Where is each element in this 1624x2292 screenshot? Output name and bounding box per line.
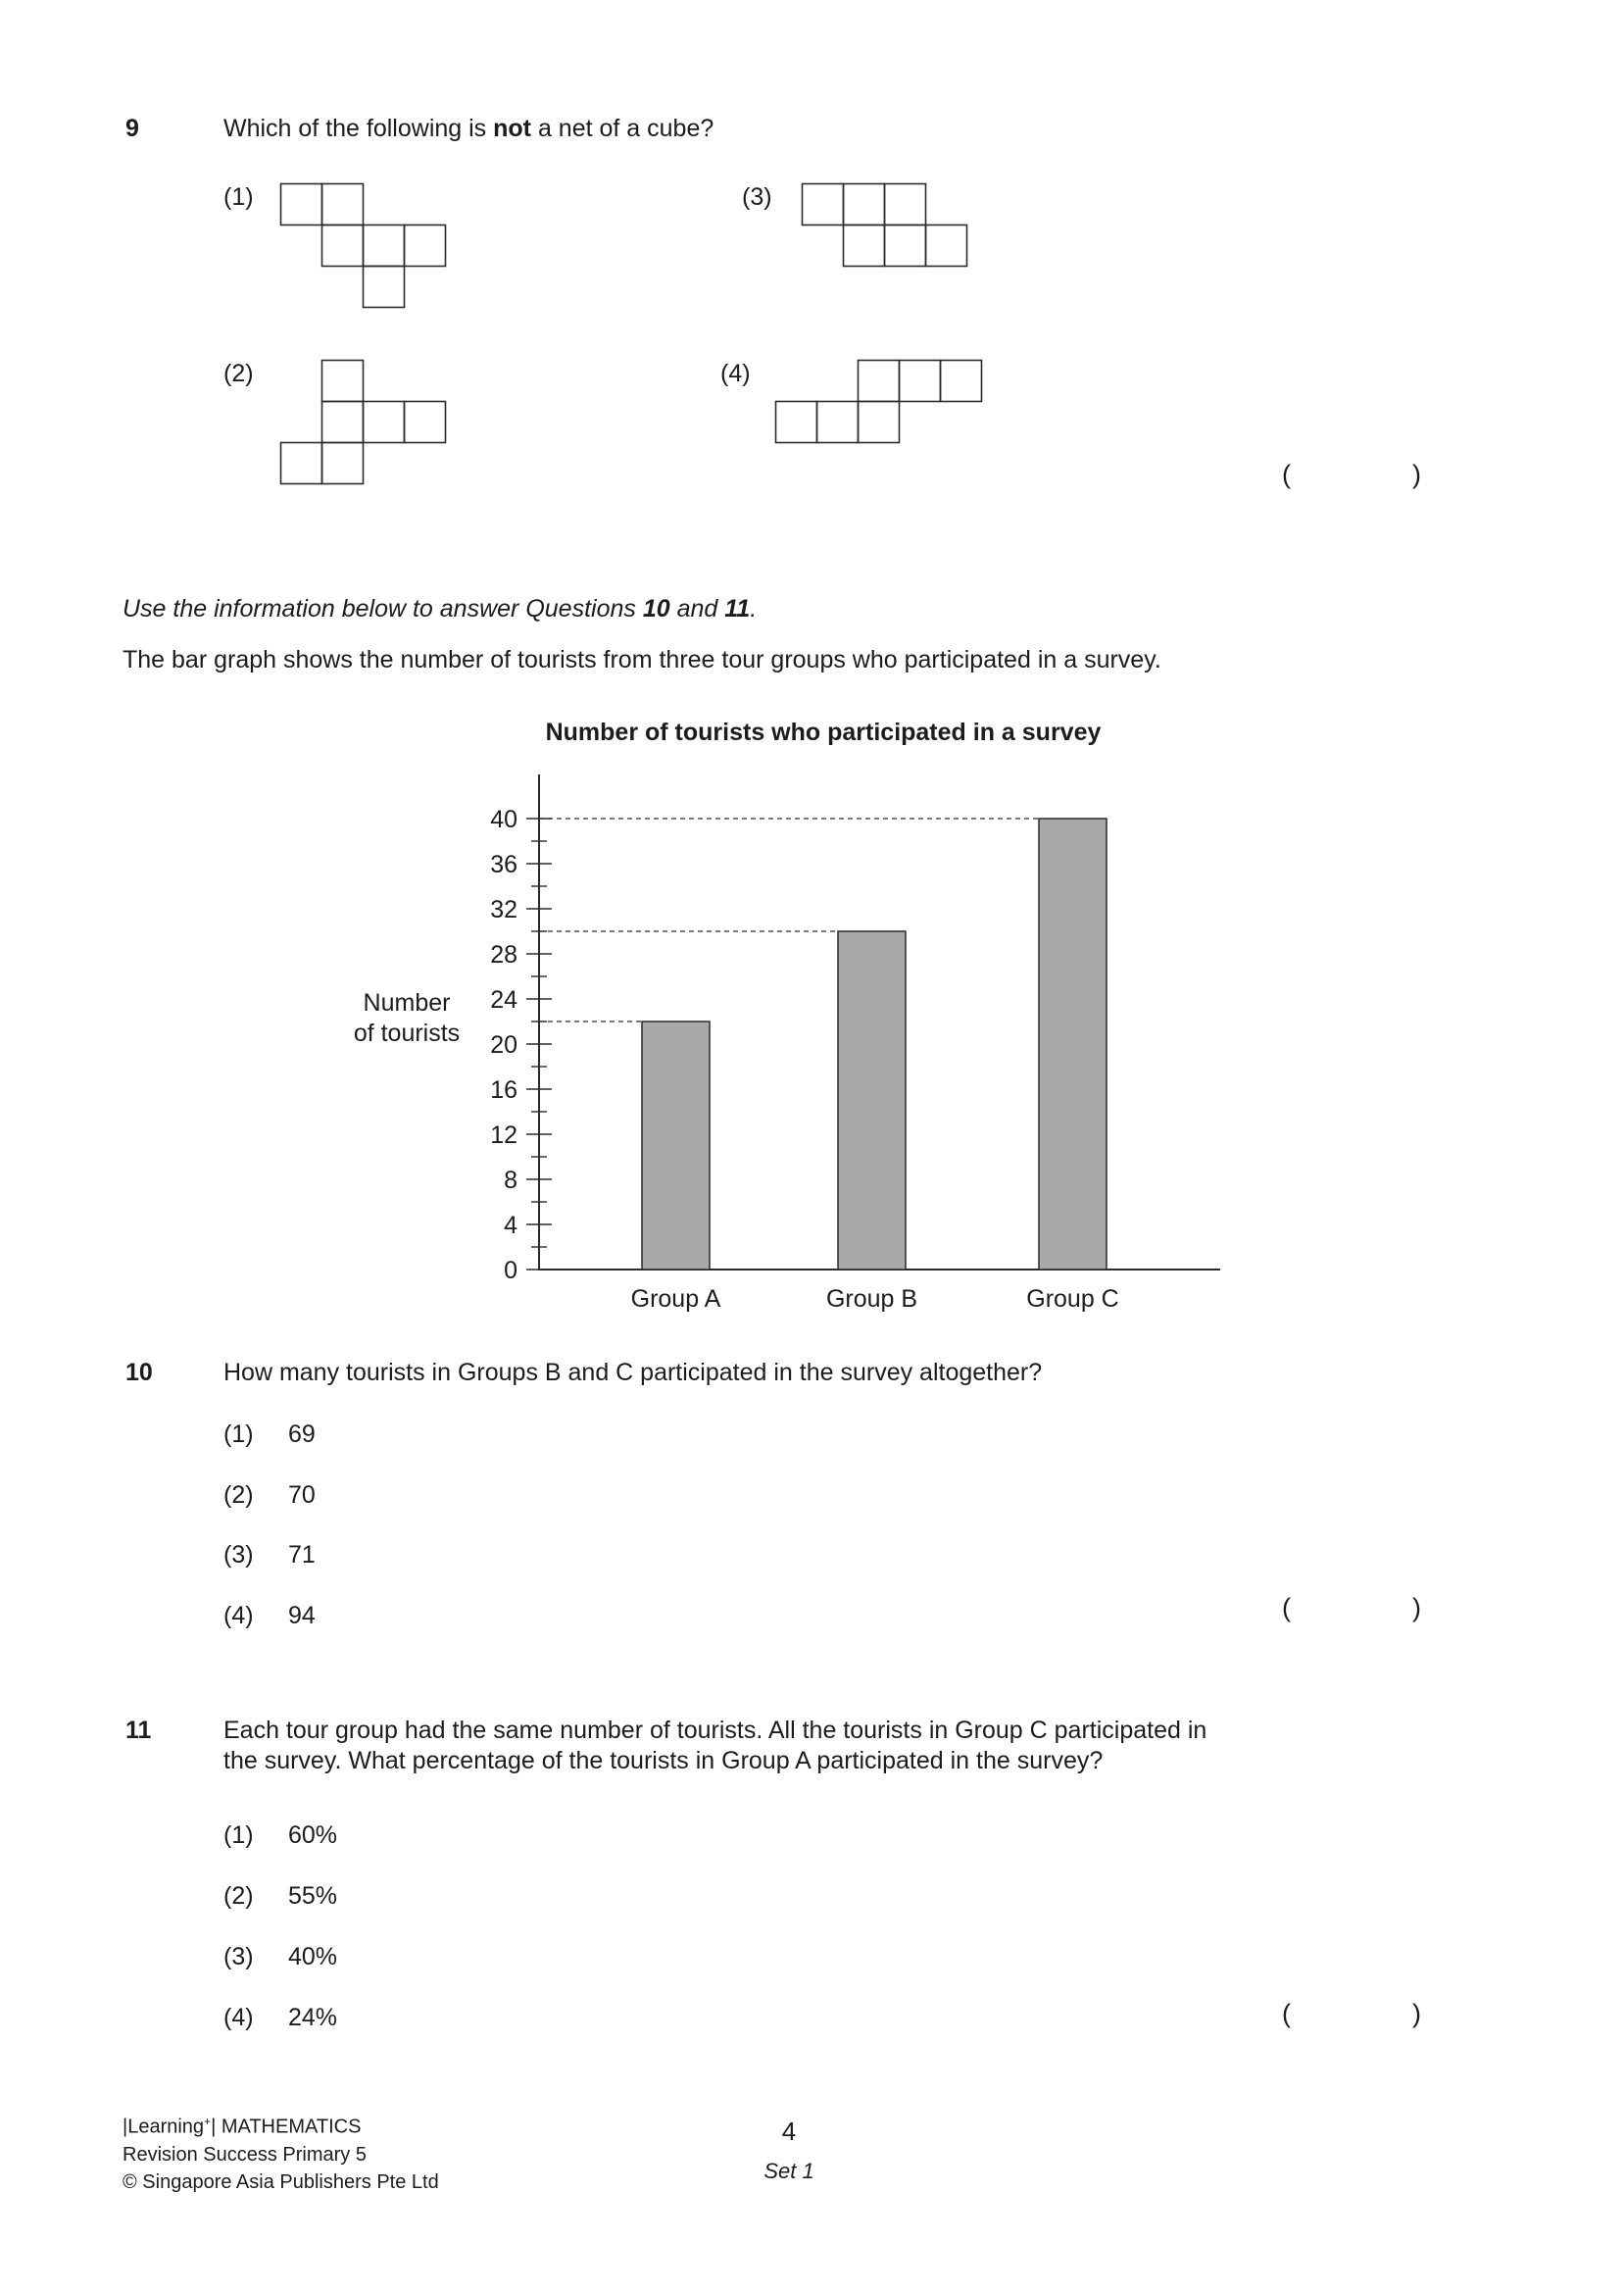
net-cell <box>859 402 900 443</box>
net-option-1 <box>223 182 447 309</box>
y-tick-label: 8 <box>504 1167 517 1194</box>
net-option-2-label: (2) <box>223 360 254 387</box>
y-tick-label: 20 <box>490 1031 517 1059</box>
q10-option-1-label: (1) <box>223 1420 254 1448</box>
question-9-text-pre: Which of the following is <box>223 115 494 142</box>
chart-description: The bar graph shows the number of tourists from three tour groups who participated in a survey. <box>123 646 1161 673</box>
q10-option-4-value: 94 <box>288 1602 316 1629</box>
bar-group-a <box>642 1021 710 1270</box>
net-cell <box>885 184 926 225</box>
footer-brand-pre: |Learning <box>123 2116 205 2138</box>
net-cell <box>405 402 446 443</box>
q10-option-4-label: (4) <box>223 1602 254 1629</box>
cube-net-2-diagram <box>279 359 447 485</box>
page-number: 4 <box>781 2117 797 2146</box>
answer-bracket-open: ( <box>1282 1593 1291 1622</box>
answer-bracket-close: ) <box>1412 1999 1421 2028</box>
q11-option-4 <box>223 2003 337 2033</box>
q10-option-1-value: 69 <box>288 1420 316 1448</box>
net-cell <box>941 361 982 402</box>
q11-option-3 <box>223 1942 337 1972</box>
net-cell <box>926 225 967 267</box>
q10-option-4 <box>223 1601 316 1631</box>
question-11-text-line1: Each tour group had the same number of tourists. All the tourists in Group C participated in <box>223 1717 1207 1744</box>
question-11-number: 11 <box>125 1717 152 1744</box>
net-cell <box>364 267 405 308</box>
instruction-line <box>123 594 757 624</box>
net-cell <box>817 402 859 443</box>
net-cell <box>844 184 885 225</box>
instruction-pre: Use the information below to answer Questions <box>123 595 643 623</box>
net-cell <box>322 361 364 402</box>
footer-brand-sup: + <box>204 2115 212 2128</box>
net-cell <box>364 402 405 443</box>
q11-option-4-value: 24% <box>288 2004 338 2031</box>
y-tick-label: 32 <box>490 896 517 923</box>
net-cell <box>900 361 941 402</box>
y-tick-label: 12 <box>490 1121 517 1149</box>
net-option-3-label: (3) <box>742 183 772 211</box>
q10-option-2-value: 70 <box>288 1481 316 1509</box>
net-cell <box>322 402 364 443</box>
net-cell <box>322 443 364 484</box>
cube-net-4-diagram <box>774 359 983 444</box>
footer-series-line: Revision Success Primary 5 <box>123 2143 367 2166</box>
q11-option-1-value: 60% <box>288 1821 338 1849</box>
net-option-1-label: (1) <box>223 183 254 211</box>
q11-option-2-value: 55% <box>288 1882 338 1910</box>
footer-brand-post: | MATHEMATICS <box>211 2116 362 2138</box>
net-cell <box>364 225 405 267</box>
y-tick-label: 0 <box>504 1257 517 1284</box>
chart-title: Number of tourists who participated in a survey <box>545 719 1102 746</box>
bar-group-c <box>1039 819 1107 1270</box>
q10-option-1 <box>223 1420 316 1450</box>
net-cell <box>859 361 900 402</box>
x-category-label: Group C <box>1026 1285 1119 1313</box>
question-11-answer-bracket <box>1282 1998 1421 2031</box>
net-cell <box>844 225 885 267</box>
net-option-3 <box>742 182 968 268</box>
y-tick-label: 24 <box>490 986 517 1014</box>
answer-bracket-close: ) <box>1412 460 1421 489</box>
question-9-answer-bracket <box>1282 459 1421 492</box>
net-cell <box>803 184 844 225</box>
y-tick-label: 28 <box>490 941 517 969</box>
answer-bracket-close: ) <box>1412 1593 1421 1622</box>
question-9-text <box>223 114 714 144</box>
q10-option-3-label: (3) <box>223 1541 254 1569</box>
net-cell <box>281 443 322 484</box>
net-cell <box>405 225 446 267</box>
q10-option-2-label: (2) <box>223 1481 254 1509</box>
question-10-answer-bracket <box>1282 1592 1421 1625</box>
question-11-text <box>223 1716 1206 1777</box>
question-10-text: How many tourists in Groups B and C participated in the survey altogether? <box>223 1359 1043 1386</box>
question-10 <box>125 1358 1429 1388</box>
net-cell <box>322 225 364 267</box>
question-11 <box>125 1716 1478 1777</box>
question-9-number: 9 <box>125 115 139 142</box>
bar-chart-plot <box>299 714 1230 1351</box>
q10-option-2 <box>223 1480 316 1511</box>
net-cell <box>281 184 322 225</box>
y-axis-label: of tourists <box>353 1020 461 1047</box>
q11-option-1 <box>223 1820 337 1851</box>
y-tick-label: 4 <box>504 1212 517 1239</box>
q11-option-3-label: (3) <box>223 1943 254 1970</box>
q11-option-1-label: (1) <box>223 1821 254 1849</box>
y-axis-label: Number <box>363 989 451 1017</box>
instruction-post: . <box>750 595 758 623</box>
y-tick-label: 16 <box>490 1076 517 1104</box>
instruction-q10-ref: 10 <box>642 595 670 623</box>
q11-option-3-value: 40% <box>288 1943 338 1970</box>
instruction-q11-ref: 11 <box>724 595 751 623</box>
net-cell <box>322 184 364 225</box>
q11-option-2 <box>223 1881 337 1912</box>
bar-chart <box>299 714 1230 1351</box>
y-tick-label: 40 <box>490 806 517 833</box>
net-cell <box>776 402 817 443</box>
q11-option-2-label: (2) <box>223 1882 254 1910</box>
net-option-4 <box>720 359 983 444</box>
answer-bracket-open: ( <box>1282 1999 1291 2028</box>
net-option-2 <box>223 359 447 485</box>
cube-net-1-diagram <box>279 182 447 309</box>
x-category-label: Group A <box>630 1285 721 1313</box>
cube-net-3-diagram <box>801 182 968 268</box>
answer-bracket-open: ( <box>1282 460 1291 489</box>
question-9 <box>125 114 1429 144</box>
question-10-number: 10 <box>125 1359 153 1386</box>
set-label: Set 1 <box>763 2158 814 2183</box>
footer-page-block <box>740 2116 838 2184</box>
q10-option-3 <box>223 1540 316 1570</box>
instruction-mid: and <box>669 595 725 623</box>
net-cell <box>885 225 926 267</box>
question-9-text-post: a net of a cube? <box>531 115 714 142</box>
footer-publisher-block <box>123 2108 439 2196</box>
q10-option-3-value: 71 <box>288 1541 316 1569</box>
x-category-label: Group B <box>825 1285 918 1313</box>
question-11-text-line2: the survey. What percentage of the tourists in Group A participated in the survey? <box>223 1747 1104 1775</box>
bar-group-b <box>838 931 906 1270</box>
y-tick-label: 36 <box>490 851 517 878</box>
q11-option-4-label: (4) <box>223 2004 254 2031</box>
footer-brand-line <box>123 2108 439 2141</box>
footer-copyright-line: © Singapore Asia Publishers Pte Ltd <box>123 2170 439 2193</box>
question-9-text-bold: not <box>493 115 531 142</box>
net-option-4-label: (4) <box>720 360 751 387</box>
